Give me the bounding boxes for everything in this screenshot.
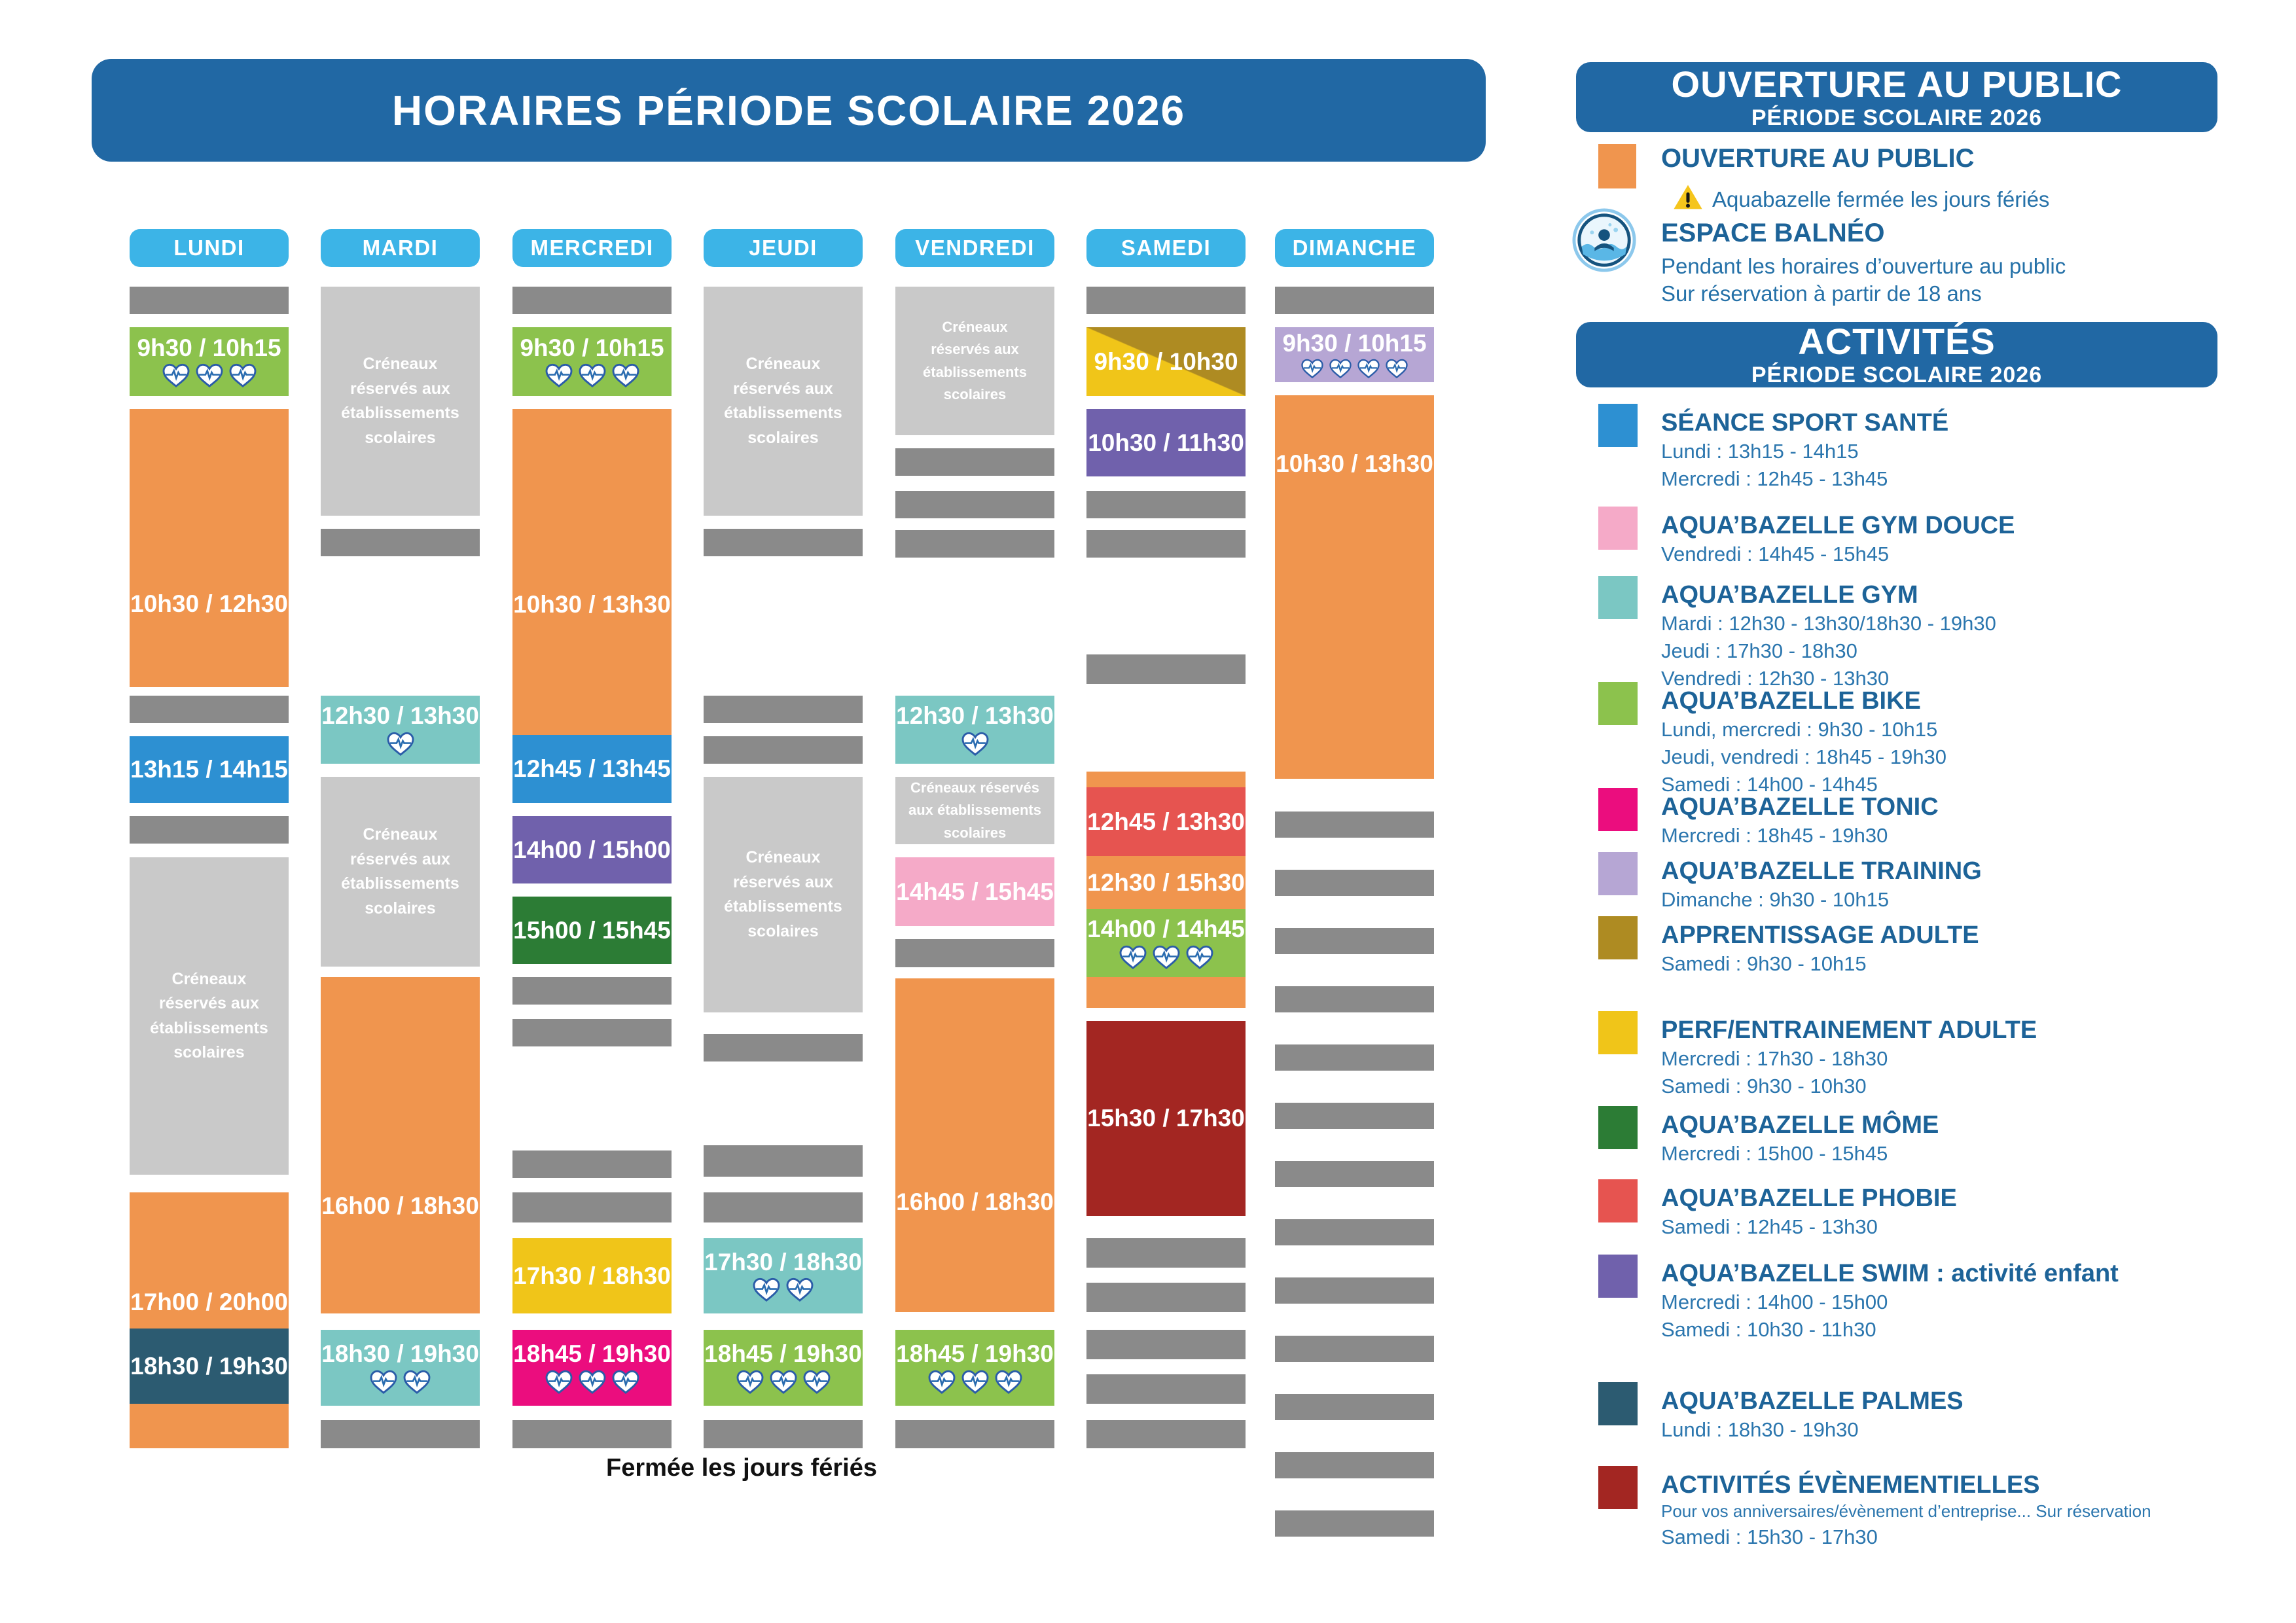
time-label: 18h30 / 19h30 — [321, 1340, 479, 1368]
heartbeat-heart-icon — [545, 1370, 573, 1395]
legend-item-aqua-bazelle-môme — [1598, 1105, 2259, 1165]
slot-gray — [512, 1019, 672, 1046]
legend-item-text — [1661, 1010, 2259, 1097]
slot-gray — [1086, 287, 1246, 314]
time-label-group — [704, 1249, 863, 1303]
time-label-group — [1086, 916, 1246, 970]
time-label-group — [130, 757, 289, 783]
slot-magenta-18h45-19h30 — [512, 1330, 672, 1406]
day-column-dimanche — [1275, 0, 1434, 1623]
heartbeat-icons — [369, 1370, 431, 1395]
heartbeat-heart-icon — [578, 363, 607, 388]
slot-gray — [1086, 1330, 1246, 1359]
legend-item-schedule: Mardi : 12h30 - 13h30/18h30 - 19h30 — [1661, 612, 1996, 635]
heartbeat-icons — [736, 1370, 831, 1395]
heartbeat-heart-icon — [403, 1370, 431, 1395]
activities-banner-title: ACTIVITÉS — [1798, 321, 1996, 362]
time-label: 14h00 / 14h45 — [1087, 916, 1245, 943]
legend-item-note: Pour vos anniversaires/évènement d’entreprise... Sur réservation — [1661, 1501, 2151, 1521]
time-label-group — [321, 1193, 480, 1219]
time-label: 12h30 / 15h30 — [1087, 868, 1245, 896]
slot-gray — [1086, 1374, 1246, 1404]
page-title: HORAIRES PÉRIODE SCOLAIRE 2026 — [391, 86, 1186, 134]
legend-item-text — [1661, 1105, 2259, 1165]
heartbeat-heart-icon — [611, 363, 640, 388]
legend-item-text — [1661, 851, 2259, 911]
time-label: 17h00 / 20h00 — [130, 1289, 288, 1316]
slot-gray — [130, 696, 289, 723]
legend-item-activités-évènementielles — [1598, 1465, 2259, 1548]
color-swatch-darkred — [1598, 1466, 1638, 1509]
legend-item-title: AQUA’BAZELLE PALMES — [1661, 1387, 1964, 1415]
slot-red-12h45-13h30 — [1086, 787, 1246, 856]
time-label: 10h30 / 12h30 — [130, 590, 288, 617]
time-label-group — [512, 1341, 672, 1395]
warning-icon — [1673, 183, 1703, 211]
legend-item-title: ACTIVITÉS ÉVÈNEMENTIELLES — [1661, 1471, 2040, 1499]
slot-lightgray — [321, 287, 480, 516]
legend-item-schedule: Samedi : 12h45 - 13h30 — [1661, 1215, 1878, 1238]
slot-gray — [512, 1420, 672, 1448]
legend-item-aqua-bazelle-swim-activité-enfant — [1598, 1253, 2259, 1341]
time-label: 18h45 / 19h30 — [513, 1340, 671, 1368]
slot-gray — [704, 1034, 863, 1061]
time-label: 18h45 / 19h30 — [704, 1340, 862, 1368]
slot-orange-10h30-13h30 — [1275, 395, 1434, 779]
color-swatch-lightpurple — [1598, 852, 1638, 895]
slot-lightgray — [704, 777, 863, 1012]
slot-gray — [130, 816, 289, 844]
time-label: 10h30 / 13h30 — [513, 590, 671, 618]
heartbeat-icons — [1300, 359, 1408, 379]
legend-item-aqua-bazelle-gym — [1598, 575, 2259, 690]
time-label: 18h45 / 19h30 — [896, 1340, 1054, 1368]
slot-gray — [512, 1192, 672, 1222]
legend-item-schedule: Mercredi : 18h45 - 19h30 — [1661, 824, 1888, 847]
slot-lightgray — [704, 287, 863, 516]
day-header-lundi: LUNDI — [130, 229, 289, 267]
time-label: 13h15 / 14h15 — [130, 756, 288, 783]
heartbeat-heart-icon — [736, 1370, 764, 1395]
legend-item-text — [1661, 1178, 2259, 1238]
time-label-group — [512, 756, 672, 782]
slot-gray — [704, 696, 863, 723]
legend-item-text — [1661, 915, 2259, 975]
slot-gray — [1086, 1420, 1246, 1448]
heartbeat-heart-icon — [611, 1370, 640, 1395]
heartbeat-heart-icon — [369, 1370, 398, 1395]
time-label-group — [1086, 1105, 1246, 1132]
time-label-group — [512, 837, 672, 863]
legend-item-schedule: Jeudi : 17h30 - 18h30 — [1661, 639, 1857, 663]
time-label-group — [895, 879, 1054, 905]
time-label: 15h30 / 17h30 — [1087, 1105, 1245, 1132]
time-label: 14h45 / 15h45 — [896, 878, 1054, 905]
slot-gray — [321, 1420, 480, 1448]
legend-item-schedule: Samedi : 10h30 - 11h30 — [1661, 1318, 1876, 1342]
heartbeat-heart-icon — [1357, 359, 1380, 379]
slot-lightgray — [895, 777, 1054, 844]
legend-item-schedule: Jeudi, vendredi : 18h45 - 19h30 — [1661, 745, 1947, 769]
legend-item-text — [1661, 505, 2259, 565]
slot-gray — [1275, 1219, 1434, 1245]
color-swatch-magenta — [1598, 788, 1638, 831]
slot-gray — [704, 1145, 863, 1177]
legend-item-title: APPRENTISSAGE ADULTE — [1661, 921, 1979, 949]
heartbeat-heart-icon — [386, 732, 415, 757]
heartbeat-heart-icon — [162, 363, 190, 388]
legend-item-title: AQUA’BAZELLE SWIM : activité enfant — [1661, 1260, 2119, 1287]
color-swatch-green — [1598, 682, 1638, 725]
legend-item-aqua-bazelle-bike — [1598, 681, 2259, 796]
public-banner-title: OUVERTURE AU PUBLIC — [1671, 63, 2123, 105]
slot-gray — [512, 977, 672, 1005]
slot-orange-10h30-13h30 — [512, 409, 672, 735]
heartbeat-icons — [1119, 945, 1214, 970]
heartbeat-heart-icon — [802, 1370, 831, 1395]
legend-item-title: SÉANCE SPORT SANTÉ — [1661, 409, 1949, 437]
legend-item-text — [1661, 1381, 2259, 1441]
heartbeat-heart-icon — [769, 1370, 798, 1395]
time-label-group — [1086, 430, 1246, 456]
slot-orange-16h00-18h30 — [321, 977, 480, 1313]
time-label: 10h30 / 11h30 — [1088, 429, 1244, 456]
slot-gray — [1275, 1044, 1434, 1071]
time-label-group — [321, 1341, 480, 1395]
day-column-vendredi — [895, 0, 1054, 1623]
time-label: 16h00 / 18h30 — [321, 1192, 479, 1219]
color-swatch-teal — [1598, 576, 1638, 619]
slot-blue-12h45-13h45 — [512, 735, 672, 803]
heartbeat-heart-icon — [961, 1370, 990, 1395]
legend-item-aqua-bazelle-gym-douce — [1598, 505, 2259, 565]
slot-gray — [1086, 1238, 1246, 1268]
slot-gray — [321, 529, 480, 556]
legend-item-schedule: Samedi : 9h30 - 10h15 — [1661, 952, 1867, 975]
heartbeat-heart-icon — [785, 1277, 814, 1302]
reserved-slot-text: Créneaux réservés aux établissements scolaires — [150, 969, 268, 1061]
heartbeat-heart-icon — [1185, 945, 1214, 970]
footer-note: Fermée les jours fériés — [606, 1454, 877, 1482]
time-label-group — [704, 1341, 863, 1395]
legend-item-aqua-bazelle-phobie — [1598, 1178, 2259, 1238]
slot-gray — [1275, 1452, 1434, 1478]
legend-item-text — [1661, 1465, 2259, 1548]
slot-gray — [704, 529, 863, 556]
slot-teal-18h30-19h30 — [321, 1330, 480, 1406]
day-column-mercredi — [512, 0, 672, 1623]
slot-purple-10h30-11h30 — [1086, 409, 1246, 476]
time-label: 15h00 / 15h45 — [513, 916, 671, 944]
heartbeat-heart-icon — [752, 1277, 781, 1302]
slot-gray — [1275, 1510, 1434, 1537]
time-label: 17h30 / 18h30 — [704, 1248, 862, 1275]
time-label-group — [895, 1189, 1054, 1215]
slot-gray — [1275, 928, 1434, 954]
legend-item-title: PERF/ENTRAINEMENT ADULTE — [1661, 1016, 2037, 1044]
legend-item-schedule: Vendredi : 14h45 - 15h45 — [1661, 543, 1890, 565]
legend-item-text — [1661, 787, 2259, 847]
legend-item-schedule: Lundi, mercredi : 9h30 - 10h15 — [1661, 718, 1938, 741]
heartbeat-heart-icon — [1119, 945, 1147, 970]
time-label: 12h45 / 13h45 — [513, 755, 671, 783]
slot-orange-10h30-12h30 — [130, 409, 289, 687]
legend-item-schedule: Samedi : 9h30 - 10h30 — [1661, 1075, 1867, 1098]
legend-item-title: AQUA’BAZELLE TRAINING — [1661, 857, 1982, 885]
time-label-group — [1086, 870, 1246, 896]
reserved-slot-text: Créneaux réservés aux établissements scolaires — [908, 779, 1041, 841]
slot-gray — [704, 1420, 863, 1448]
slot-lightgray — [895, 287, 1054, 435]
heartbeat-heart-icon — [228, 363, 257, 388]
activities-banner — [1576, 322, 2217, 387]
color-swatch-yellow — [1598, 1011, 1638, 1054]
legend-item-apprentissage-adulte — [1598, 915, 2259, 975]
public-open-title: OUVERTURE AU PUBLIC — [1661, 144, 1975, 173]
slot-gray — [895, 939, 1054, 967]
time-label-group — [321, 703, 480, 757]
time-label: 9h30 / 10h30 — [1094, 348, 1238, 375]
legend-item-aqua-bazelle-tonic — [1598, 787, 2259, 847]
slot-gray — [1275, 1336, 1434, 1362]
slot-gray — [1275, 1161, 1434, 1187]
day-column-mardi — [321, 0, 480, 1623]
slot-gray — [1086, 491, 1246, 518]
heartbeat-heart-icon — [578, 1370, 607, 1395]
reserved-slot-text: Créneaux réservés aux établissements scolaires — [724, 848, 842, 940]
slot-darkred-15h30-17h30 — [1086, 1021, 1246, 1216]
slot-yellow-17h30-18h30 — [512, 1238, 672, 1313]
heartbeat-icons — [927, 1370, 1023, 1395]
slot-teal-12h30-13h30 — [895, 696, 1054, 764]
color-swatch-blue — [1598, 404, 1638, 447]
color-swatch-gold — [1598, 916, 1638, 959]
legend-item-title: AQUA’BAZELLE TONIC — [1661, 793, 1939, 821]
heartbeat-heart-icon — [1385, 359, 1408, 379]
legend-item-text — [1661, 1253, 2259, 1341]
time-label: 16h00 / 18h30 — [896, 1188, 1054, 1215]
heartbeat-icons — [961, 732, 990, 757]
legend-item-title: AQUA’BAZELLE PHOBIE — [1661, 1185, 1957, 1212]
slot-gray — [1275, 1103, 1434, 1129]
color-swatch-navy — [1598, 1382, 1638, 1425]
heartbeat-icons — [545, 363, 640, 388]
slot-gray — [1275, 1394, 1434, 1420]
heartbeat-heart-icon — [545, 363, 573, 388]
time-label-group — [130, 591, 289, 617]
time-label-group — [512, 918, 672, 944]
legend-item-schedule: Mercredi : 15h00 - 15h45 — [1661, 1142, 1888, 1165]
time-label-group — [1086, 349, 1246, 375]
slot-orange — [1086, 977, 1246, 1008]
day-column-jeudi — [704, 0, 863, 1623]
slot-gray — [512, 1150, 672, 1178]
day-header-samedi: SAMEDI — [1086, 229, 1246, 267]
slot-teal-12h30-13h30 — [321, 696, 480, 764]
legend-item-title: AQUA’BAZELLE GYM DOUCE — [1661, 512, 2015, 539]
reserved-slot-text: Créneaux réservés aux établissements scolaires — [341, 355, 459, 447]
color-swatch-purple — [1598, 1255, 1638, 1298]
balneo-line-1: Pendant les horaires d’ouverture au public — [1661, 254, 2066, 278]
legend-item-schedule: Dimanche : 9h30 - 10h15 — [1661, 888, 1890, 911]
slot-green-9h30-10h15 — [130, 327, 289, 396]
slot-gray — [895, 491, 1054, 518]
slot-gray — [1275, 1277, 1434, 1304]
time-label-group — [1275, 451, 1434, 477]
heartbeat-icons — [386, 732, 415, 757]
time-label: 9h30 / 10h15 — [1282, 329, 1427, 357]
time-label-group — [1275, 330, 1434, 380]
day-header-mardi: MARDI — [321, 229, 480, 267]
slot-blue-13h15-14h15 — [130, 736, 289, 803]
color-swatch-red — [1598, 1179, 1638, 1222]
time-label-group — [512, 335, 672, 389]
slot-green-9h30-10h15 — [512, 327, 672, 396]
day-header-dimanche: DIMANCHE — [1275, 229, 1434, 267]
day-column-samedi — [1086, 0, 1246, 1623]
slot-orange-17h00-20h00 — [130, 1192, 289, 1448]
heartbeat-heart-icon — [1329, 359, 1352, 379]
legend-item-schedule: Lundi : 13h15 - 14h15 — [1661, 440, 1859, 463]
heartbeat-heart-icon — [994, 1370, 1023, 1395]
reserved-slot-text: Créneaux réservés aux établissements scolaires — [724, 355, 842, 447]
legend-item-text — [1661, 402, 2259, 490]
slot-pink-14h45-15h45 — [895, 857, 1054, 926]
heartbeat-icons — [752, 1277, 814, 1302]
legend-item-title: AQUA’BAZELLE GYM — [1661, 581, 1918, 609]
slot-split-9h30-10h30 — [1086, 327, 1246, 396]
heartbeat-heart-icon — [1152, 945, 1181, 970]
legend-item-schedule: Lundi : 18h30 - 19h30 — [1661, 1418, 1859, 1441]
legend-item-séance-sport-santé — [1598, 402, 2259, 490]
slot-orange-12h30-15h30 — [1086, 856, 1246, 909]
heartbeat-icons — [545, 1370, 640, 1395]
slot-navy-18h30-19h30 — [130, 1329, 289, 1404]
time-label-group — [130, 1289, 289, 1315]
day-header-mercredi: MERCREDI — [512, 229, 672, 267]
slot-lightpurple-9h30-10h15 — [1275, 327, 1434, 382]
day-header-jeudi: JEUDI — [704, 229, 863, 267]
time-label-group — [130, 335, 289, 389]
slot-gray — [704, 1192, 863, 1222]
slot-gray — [1275, 870, 1434, 896]
legend-item-aqua-bazelle-palmes — [1598, 1381, 2259, 1441]
legend-item-aqua-bazelle-training — [1598, 851, 2259, 911]
slot-darkgreen-15h00-15h45 — [512, 897, 672, 964]
legend-item-schedule: Vendredi : 12h30 - 13h30 — [1661, 667, 1890, 690]
slot-lightgray — [130, 857, 289, 1175]
legend-item-schedule: Mercredi : 12h45 - 13h45 — [1661, 467, 1888, 491]
slot-gray — [1275, 812, 1434, 838]
legend-item-schedule: Mercredi : 17h30 - 18h30 — [1661, 1047, 1888, 1070]
balneo-line-2: Sur réservation à partir de 18 ans — [1661, 281, 1982, 306]
heartbeat-heart-icon — [195, 363, 224, 388]
legend-item-text — [1661, 575, 2259, 690]
time-label-group — [512, 592, 672, 618]
legend-item-schedule: Samedi : 15h30 - 17h30 — [1661, 1525, 1878, 1549]
legend-item-title: AQUA’BAZELLE MÔME — [1661, 1111, 1939, 1139]
slot-lightgray — [321, 777, 480, 967]
slot-gray — [895, 530, 1054, 558]
time-label-group — [512, 1263, 672, 1289]
time-label: 10h30 / 13h30 — [1276, 450, 1433, 478]
legend-item-title: AQUA’BAZELLE BIKE — [1661, 687, 1921, 715]
legend-item-schedule: Samedi : 14h00 - 14h45 — [1661, 773, 1878, 796]
balneo-title: ESPACE BALNÉO — [1661, 219, 1885, 247]
public-banner-subtitle: PÉRIODE SCOLAIRE 2026 — [1751, 105, 2043, 130]
slot-gray — [704, 736, 863, 764]
time-label: 12h30 / 13h30 — [896, 702, 1054, 730]
slot-gray — [895, 448, 1054, 476]
public-warning-text: Aquabazelle fermée les jours fériés — [1712, 187, 2050, 211]
time-label: 17h30 / 18h30 — [513, 1262, 671, 1289]
time-label: 12h45 / 13h30 — [1087, 808, 1245, 835]
time-label-group — [895, 1341, 1054, 1395]
slot-green-14h00-14h45 — [1086, 909, 1246, 977]
slot-purple-14h00-15h00 — [512, 816, 672, 883]
public-banner — [1576, 62, 2217, 132]
heartbeat-heart-icon — [927, 1370, 956, 1395]
legend-item-text — [1661, 681, 2259, 796]
time-label-group — [895, 703, 1054, 757]
slot-teal-17h30-18h30 — [704, 1238, 863, 1313]
balneo-icon — [1572, 208, 1636, 272]
slot-green-18h45-19h30 — [895, 1330, 1054, 1406]
heartbeat-heart-icon — [1300, 359, 1324, 379]
slot-green-18h45-19h30 — [704, 1330, 863, 1406]
reserved-slot-text: Créneaux réservés aux établissements scolaires — [923, 319, 1027, 402]
slot-gray — [1275, 986, 1434, 1012]
slot-orange-16h00-18h30 — [895, 978, 1054, 1312]
slot-gray — [1086, 654, 1246, 684]
day-header-vendredi: VENDREDI — [895, 229, 1054, 267]
slot-gray — [512, 287, 672, 314]
time-label: 12h30 / 13h30 — [321, 702, 479, 730]
day-column-lundi — [130, 0, 289, 1623]
slot-gray — [130, 287, 289, 314]
activities-banner-subtitle: PÉRIODE SCOLAIRE 2026 — [1751, 363, 2043, 387]
time-label: 14h00 / 15h00 — [513, 836, 671, 863]
slot-gray — [1086, 530, 1246, 558]
heartbeat-heart-icon — [961, 732, 990, 757]
reserved-slot-text: Créneaux réservés aux établissements scolaires — [341, 825, 459, 918]
time-label-group — [1086, 809, 1246, 835]
color-swatch-orange — [1598, 144, 1636, 188]
color-swatch-darkgreen — [1598, 1106, 1638, 1149]
time-label: 9h30 / 10h15 — [520, 334, 664, 361]
color-swatch-pink — [1598, 507, 1638, 550]
legend-item-schedule: Mercredi : 14h00 - 15h00 — [1661, 1291, 1888, 1313]
slot-gray — [1086, 1283, 1246, 1312]
heartbeat-icons — [162, 363, 257, 388]
time-label: 18h30 / 19h30 — [130, 1352, 288, 1380]
slot-gray — [1275, 287, 1434, 314]
slot-gray — [895, 1420, 1054, 1448]
legend-item-perf-entrainement-adulte — [1598, 1010, 2259, 1097]
slot-orange — [1086, 772, 1246, 787]
time-label: 9h30 / 10h15 — [137, 334, 281, 361]
